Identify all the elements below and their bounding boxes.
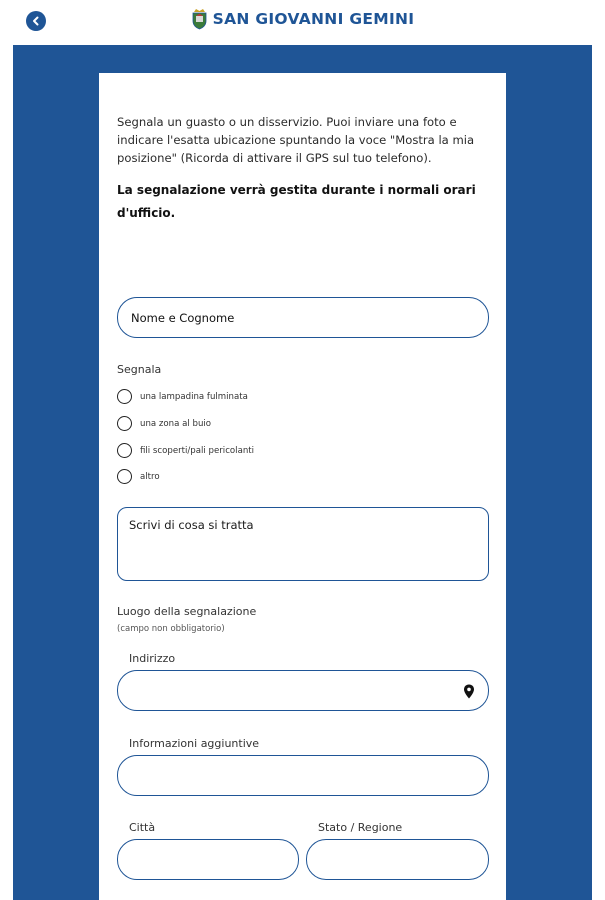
name-placeholder: Nome e Cognome: [131, 311, 235, 325]
option-radio-altro[interactable]: [117, 469, 160, 484]
address-input[interactable]: [117, 670, 489, 711]
name-input[interactable]: [117, 297, 489, 338]
office-hours-notice: La segnalazione verrà gestita durante i normali orari d'ufficio.: [117, 183, 476, 220]
location-hint: (campo non obbligatorio): [117, 624, 225, 634]
option-radio-zona-buio[interactable]: [117, 416, 211, 431]
option-radio-fili-scoperti[interactable]: [117, 443, 254, 458]
additional-info-label: Informazioni aggiuntive: [129, 737, 260, 750]
coat-of-arms-icon: [191, 8, 208, 30]
report-label: Segnala: [117, 363, 162, 376]
city-label: Città: [129, 821, 156, 834]
option-label: fili scoperti/pali pericolanti: [140, 445, 255, 456]
option-radio-lampadina[interactable]: [117, 389, 248, 404]
radio-circle[interactable]: [117, 416, 132, 431]
option-label: una zona al buio: [140, 418, 212, 429]
address-label: Indirizzo: [129, 652, 176, 665]
radio-circle[interactable]: [117, 469, 132, 484]
map-pin-icon[interactable]: [463, 684, 475, 699]
app-title: SAN GIOVANNI GEMINI: [212, 10, 415, 28]
intro-text: Segnala un guasto o un disservizio. Puoi inviare una foto e indicare l'esatta ubicazione spuntando la voce "Mostra la mia posizione" (Ricorda di attivare il GPS sul tuo telefono).: [117, 115, 475, 165]
description-textarea[interactable]: [117, 507, 489, 581]
option-label: una lampadina fulminata: [140, 391, 248, 402]
region-label: Stato / Regione: [318, 821, 403, 834]
additional-info-input[interactable]: [117, 755, 489, 796]
option-label: altro: [140, 471, 160, 482]
location-label: Luogo della segnalazione: [117, 605, 257, 618]
report-form-card: [99, 73, 506, 900]
description-placeholder: Scrivi di cosa si tratta: [129, 518, 254, 532]
radio-circle[interactable]: [117, 443, 132, 458]
brand: [0, 8, 605, 30]
city-input[interactable]: [117, 839, 299, 880]
region-input[interactable]: [306, 839, 489, 880]
radio-circle[interactable]: [117, 389, 132, 404]
top-bar: [0, 0, 605, 45]
